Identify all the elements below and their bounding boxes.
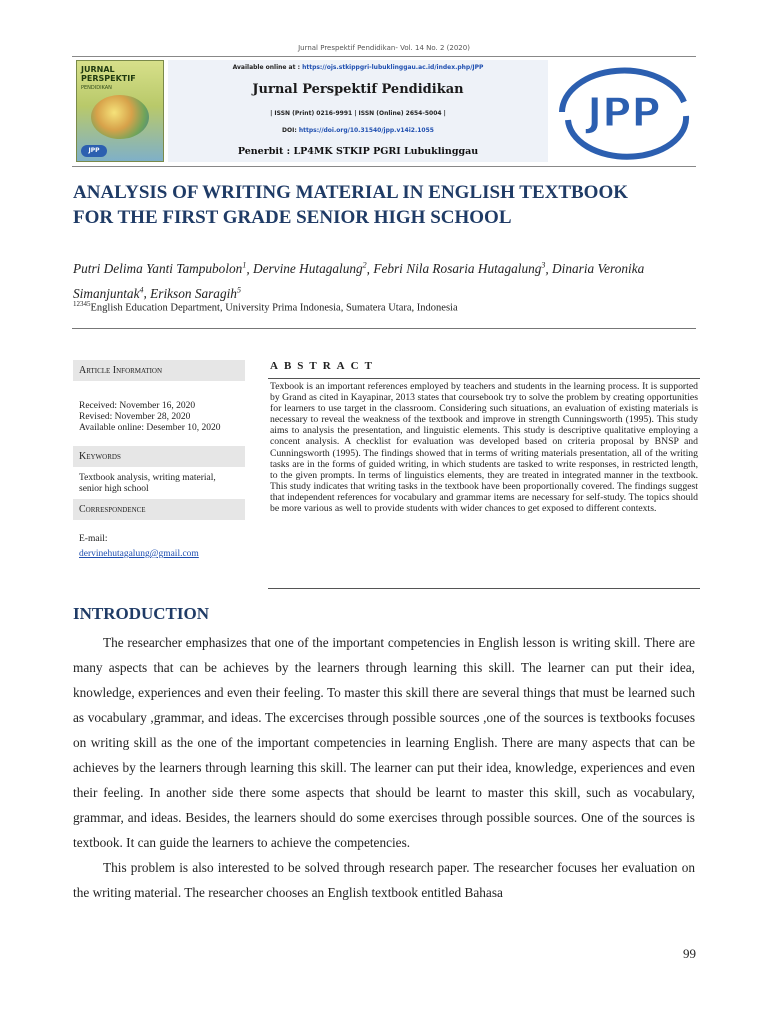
affiliation-superscript: 12345	[73, 300, 91, 308]
correspondence-heading: Correspondence	[73, 499, 245, 520]
author-name: Febri Nila Rosaria Hutagalung	[373, 261, 542, 277]
article-information-heading: Article Information	[73, 360, 245, 381]
author-name: Erikson Saragih	[150, 285, 237, 301]
journal-banner	[72, 58, 696, 164]
jpp-logo-text: JPP	[587, 90, 661, 136]
cover-globe-illustration	[91, 95, 149, 139]
email-label: E-mail:	[79, 534, 108, 544]
publisher: Penerbit : LP4MK STKIP PGRI Lubuklinggau	[237, 146, 479, 157]
cover-subtitle: PENDIDIKAN	[81, 85, 112, 91]
affiliation-text: English Education Department, University Prima Indonesia, Sumatera Utara, Indonesia	[90, 302, 458, 314]
article-info-sidebar	[73, 360, 245, 560]
author-superscript: 2	[362, 261, 367, 270]
doi-label: DOI:	[282, 127, 297, 134]
header-rule	[72, 56, 696, 57]
introduction-body	[73, 630, 695, 905]
author-2	[253, 261, 367, 276]
author-superscript: 5	[236, 285, 241, 295]
author-5	[150, 286, 241, 301]
author-superscript: 1	[242, 261, 247, 270]
journal-cover-image	[76, 60, 164, 162]
received-date: Received: November 16, 2020	[79, 401, 196, 411]
author-superscript: 4	[139, 285, 144, 295]
introduction-paragraph-1: The researcher emphasizes that one of the important competencies in English lesson is writing skill. There are many aspects that can be achieves by the learners through learning this skill. The learner can put their idea, knowledge, experiences and even their feeling. To master this skill there are several things that must be learned such as vocabulary ,grammar, and ideas. The excercises through possible sources ,one of the sources is textbooks focuses on writing skill as the one of the important competencies in learning English. There are many aspects that can be achieves by the learners through learning this skill. The learner can put their idea, knowledge, experiences and even their feeling. In another side there some aspects that should be learnt to master this skill, such as vocabulary, grammar, and ideas. Besides, the learners should do some exercises through possible sources. One of the sources is textbook. It can guide the learners to achieve the competencies.	[73, 635, 695, 850]
issn-line: | ISSN (Print) 0216-9991 | ISSN (Online) 2654-5004 |	[270, 110, 446, 117]
article-title-line-2: FOR THE FIRST GRADE SENIOR HIGH SCHOOL	[73, 207, 512, 228]
introduction-paragraph-2: This problem is also interested to be solved through research paper. The researcher focuses her evaluation on the writing material. The researcher chooses an English textbook entitled Bahasa	[73, 860, 695, 900]
doi-line	[168, 127, 548, 134]
email-link[interactable]: dervinehutagalung@gmail.com	[79, 549, 199, 559]
keywords-heading: Keywords	[73, 446, 245, 467]
banner-rule	[72, 166, 696, 167]
author-superscript: 3	[541, 261, 546, 270]
author-3	[373, 261, 545, 276]
author-name: Dinaria Veronika Simanjuntak	[73, 261, 645, 301]
available-online-link[interactable]: https://ojs.stkippgri-lubuklinggau.ac.id/index.php/JPP	[302, 64, 484, 71]
cover-logo: JPP	[81, 145, 107, 157]
author-name: Dervine Hutagalung	[252, 261, 363, 277]
section-rule	[72, 328, 696, 329]
abstract-text: Texbook is an important references employed by teachers and students in the learning process. It is supported by Grand as cited in Kayapinar, 2013 states that coursebook try to solve the problem by creating opportunities for learners to use target in the classroom. Considering such situations, an evaluation of existing materials is necessary to reveal the weakness of the textbook and improve in strength Cunningsworth (1995). This study aims to analysis the presentation, and linguistic elements. This study is descriptive qualitative employing a concent analysis. A checklist for evaluation was developed based on criteria proposal by BNSP and Cunningsworth (1995). The findings showed that in terms of writing materials presentation, all of the writing tasks are in the forms of guided writing, in which students are tasked to write responses, in restricted length, to the given prompts. In terms of linguistics elements, they are treated in integrated manner in the textbook. This study indicates that writing tasks in the textbook have been proportionally covered. The findings suggest that independent references for vocabulary and grammar items are necessary for self-study. The topics should be more various as well to provide students with wider chances to get exposed to different contexts.	[270, 381, 698, 515]
journal-name: Jurnal Perspektif Pendidikan	[252, 82, 464, 97]
banner-center	[168, 60, 548, 162]
author-name: Putri Delima Yanti Tampubolon	[73, 261, 243, 277]
available-online-label: Available online at :	[232, 64, 300, 71]
page-number: 99	[683, 946, 696, 961]
cover-title: JURNAL PERSPEKTIF	[81, 65, 136, 83]
article-title-line-1: ANALYSIS OF WRITING MATERIAL IN ENGLISH TEXTBOOK	[73, 182, 629, 203]
introduction-heading: INTRODUCTION	[73, 604, 210, 623]
available-online	[168, 64, 548, 71]
affiliation	[73, 300, 697, 314]
revised-date: Revised: November 28, 2020	[79, 412, 191, 422]
author-1	[73, 261, 246, 276]
author-list: Putri Delima Yanti Tampubolon$^1$, Dervine Hutagalung$^2$, Febri Nila Rosaria Hutagalung$^3$, Dinaria Veronika Simanjuntak$^4$, Erikson Saragih$^5$	[73, 261, 645, 301]
jpp-logo	[552, 60, 696, 162]
doi-link[interactable]: https://doi.org/10.31540/jpp.v14i2.1055	[298, 127, 434, 134]
abstract-bottom-rule	[268, 588, 700, 589]
abstract-heading: ABSTRACT	[270, 360, 378, 372]
running-head: Jurnal Prespektif Pendidikan- Vol. 14 No. 2 (2020)	[298, 44, 470, 52]
article-title	[73, 180, 697, 230]
abstract-column	[268, 360, 700, 514]
available-date: Available online: Desember 10, 2020	[79, 423, 221, 433]
keywords-text: Textbook analysis, writing material, senior high school	[79, 473, 216, 494]
